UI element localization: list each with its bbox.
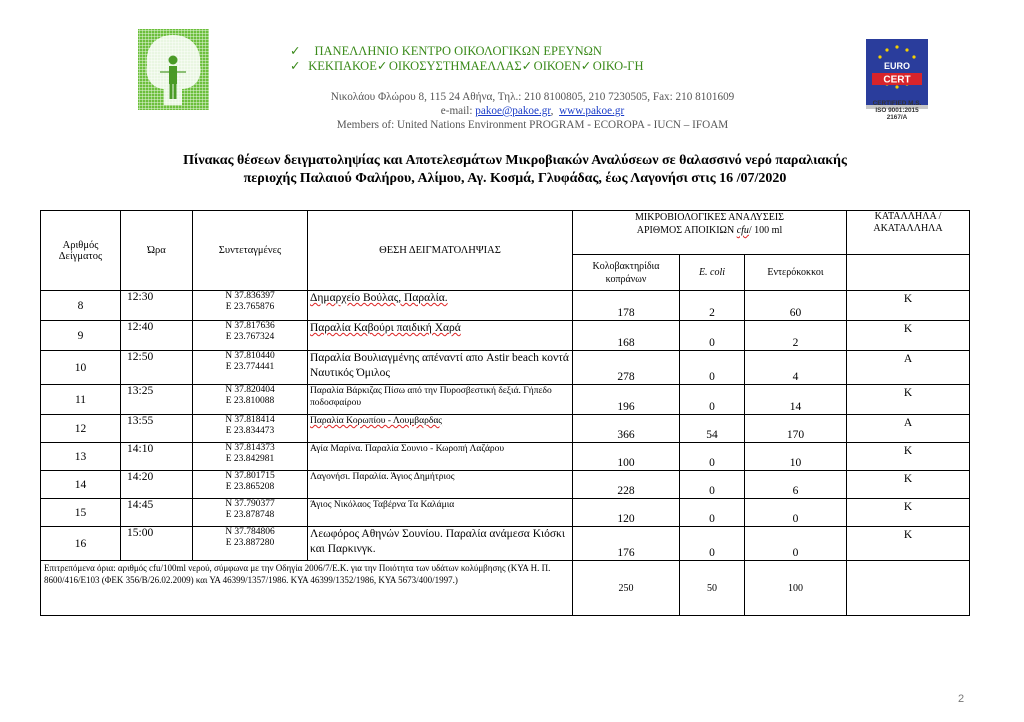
sample-number: 16 <box>41 527 121 561</box>
sample-number: 12 <box>41 415 121 443</box>
org-line-2 <box>290 59 750 74</box>
ecoli-value: 0 <box>680 443 745 471</box>
org-name: ΠΑΝΕΛΛΗΝΙΟ ΚΕΝΤΡΟ ΟΙΚΟΛΟΓΙΚΩΝ ΕΡΕΥΝΩΝ <box>314 44 602 58</box>
header-time: Ώρα <box>121 211 193 291</box>
header-suitability: ΚΑΤΑΛΛΗΛΑ / ΑΚΑΤΑΛΛΗΛΑ <box>847 211 970 255</box>
pakoe-logo <box>136 27 211 112</box>
organization-lines <box>290 44 750 74</box>
sample-location: Λαγονήσι. Παραλία. Άγιος Δημήτριος <box>308 471 573 499</box>
enterococci-value: 6 <box>745 471 847 499</box>
enterococci-value: 170 <box>745 415 847 443</box>
header-microbiological: ΜΙΚΡΟΒΙΟΛΟΓΙΚΕΣ ΑΝΑΛΥΣΕΙΣ ΑΡΙΘΜΟΣ ΑΠΟΙΚΙΩΝ cfu/ 100 ml <box>573 211 847 255</box>
sample-time: 13:25 <box>121 385 193 415</box>
coliforms-value: 196 <box>573 385 680 415</box>
svg-text:EURO: EURO <box>883 61 911 71</box>
sample-time: 14:10 <box>121 443 193 471</box>
limit-suitability-empty <box>847 561 970 616</box>
header-location: ΘΕΣΗ ΔΕΙΓΜΑΤΟΛΗΨΙΑΣ <box>308 211 573 291</box>
sample-coordinates: N 37.814373 E 23.842981 <box>193 443 308 471</box>
sample-time: 13:55 <box>121 415 193 443</box>
sample-coordinates: N 37.790377 E 23.878748 <box>193 499 308 527</box>
subheader-suitability-spacer <box>847 255 970 291</box>
enterococci-value: 14 <box>745 385 847 415</box>
sample-time: 12:50 <box>121 351 193 385</box>
header-coordinates: Συντεταγμένες <box>193 211 308 291</box>
page-title: Πίνακας θέσεων δειγματοληψίας και Αποτελεσμάτων Μικροβιακών Αναλύσεων σε θαλασσινό νερό παραλιακής περιοχής Παλαιού Φαλήρου, Αλίμου, Αγ. Κοσμά, Γλυφάδας, έως Λαγονήσι στις 16 /07/2020 <box>183 153 847 186</box>
enterococci-value: 4 <box>745 351 847 385</box>
results-table <box>40 210 970 616</box>
suitability-value: Α <box>847 415 970 443</box>
suitability-value: Α <box>847 351 970 385</box>
suitability-value: Κ <box>847 527 970 561</box>
sample-coordinates: N 37.810440 E 23.774441 <box>193 351 308 385</box>
enterococci-value: 60 <box>745 291 847 321</box>
sample-coordinates: N 37.801715 E 23.865208 <box>193 471 308 499</box>
org-line-1 <box>290 44 750 59</box>
suitability-value: Κ <box>847 385 970 415</box>
enterococci-value: 0 <box>745 527 847 561</box>
sample-location: Παραλία Κορωπίου - Λουμβαρδας <box>308 415 573 443</box>
enterococci-value: 10 <box>745 443 847 471</box>
ecoli-value: 0 <box>680 385 745 415</box>
ecoli-value: 54 <box>680 415 745 443</box>
sample-time: 12:40 <box>121 321 193 351</box>
table-row <box>41 415 970 443</box>
sample-location: Λεωφόρος Αθηνών Σουνίου. Παραλία ανάμεσα Κιόσκι και Παρκινγκ. <box>308 527 573 561</box>
sample-number: 11 <box>41 385 121 415</box>
enterococci-value: 2 <box>745 321 847 351</box>
check-icon: ✓ <box>521 59 533 73</box>
check-icon: ✓ <box>290 59 301 73</box>
coliforms-value: 178 <box>573 291 680 321</box>
sample-number: 14 <box>41 471 121 499</box>
suitability-value: Κ <box>847 499 970 527</box>
sample-time: 15:00 <box>121 527 193 561</box>
limits-text: Επιτρεπόμενα όρια: αριθμός cfu/100ml νερού, σύμφωνα με την Οδηγία 2006/7/Ε.Κ. για την Ποιότητα των υδάτων κολύμβησης (ΚΥΑ Η. Π. 8600/416/Ε103 (ΦΕΚ 356/Β/26.02.2009) και ΥΑ 46399/1357/1986. ΚΥΑ 46399/1352/1986, ΚΥΑ 5673/400/1997.) <box>41 561 573 616</box>
limit-enterococci: 100 <box>745 561 847 616</box>
check-icon: ✓ <box>290 44 301 58</box>
ecoli-value: 2 <box>680 291 745 321</box>
sample-coordinates: N 37.836397 E 23.765876 <box>193 291 308 321</box>
email-link[interactable]: pakoe@pakoe.gr <box>475 105 551 117</box>
email-line: e-mail: pakoe@pakoe.gr, www.pakoe.gr <box>440 105 625 117</box>
sample-location: Παραλία Βουλιαγμένης απέναντί απο Astir beach κοντά Ναυτικός Όμιλος <box>308 351 573 385</box>
table-row <box>41 527 970 561</box>
sample-time: 12:30 <box>121 291 193 321</box>
sample-time: 14:45 <box>121 499 193 527</box>
page-number: 2 <box>958 693 965 705</box>
website-link[interactable]: www.pakoe.gr <box>559 105 625 117</box>
ecoli-value: 0 <box>680 351 745 385</box>
sample-location: Παραλία Βάρκιζας Πίσω από την Πυροσβεστική δεξιά. Γήπεδο ποδοσφαίρου <box>308 385 573 415</box>
sample-location: Άγιος Νικόλαος Ταβέρνα Τα Καλάμια <box>308 499 573 527</box>
subheader-ecoli: E. coli <box>680 255 745 291</box>
subheader-enterococci: Εντερόκοκκοι <box>745 255 847 291</box>
check-icon: ✓ <box>376 59 388 73</box>
ecoli-value: 0 <box>680 471 745 499</box>
org-affiliate-3: ΟΙΚΟΕΝ <box>533 59 581 73</box>
table-row <box>41 291 970 321</box>
ecoli-value: 0 <box>680 499 745 527</box>
sample-number: 15 <box>41 499 121 527</box>
subheader-coliforms: Κολοβακτηρίδια κοπράνων <box>573 255 680 291</box>
sample-location: Παραλία Καβούρι παιδική Χαρά <box>308 321 573 351</box>
table-row <box>41 321 970 351</box>
sample-number: 13 <box>41 443 121 471</box>
org-affiliate-4: ΟΙΚΟ-ΓΗ <box>592 59 644 73</box>
sample-coordinates: N 37.784806 E 23.887280 <box>193 527 308 561</box>
sample-location: Αγία Μαρίνα. Παραλία Σουνιο - Κωροπή Λαζάρου <box>308 443 573 471</box>
sample-location: Δημαρχείο Βούλας, Παραλία. <box>308 291 573 321</box>
table-header-row <box>41 211 970 255</box>
suitability-value: Κ <box>847 471 970 499</box>
enterococci-value: 0 <box>745 499 847 527</box>
check-icon: ✓ <box>580 59 592 73</box>
table-row <box>41 385 970 415</box>
table-row <box>41 471 970 499</box>
contact-info <box>260 90 805 132</box>
table-row <box>41 499 970 527</box>
org-affiliate-1: ΚΕΚΠΑΚΟΕ <box>308 59 377 73</box>
members: Members of: United Nations Environment PROGRAM - ECOROPA - IUCN – IFOAM <box>336 119 729 131</box>
sample-coordinates: N 37.820404 E 23.810088 <box>193 385 308 415</box>
suitability-value: Κ <box>847 321 970 351</box>
coliforms-value: 120 <box>573 499 680 527</box>
table-row <box>41 443 970 471</box>
sample-number: 9 <box>41 321 121 351</box>
address: Νικολάου Φλώρου 8, 115 24 Αθήνα, Τηλ.: 210 8100805, 210 7230505, Fax: 210 8101609 <box>330 91 735 103</box>
limits-row <box>41 561 970 616</box>
ecoli-value: 0 <box>680 321 745 351</box>
limit-ecoli: 50 <box>680 561 745 616</box>
table-row <box>41 351 970 385</box>
sample-coordinates: N 37.818414 E 23.834473 <box>193 415 308 443</box>
sample-number: 8 <box>41 291 121 321</box>
coliforms-value: 168 <box>573 321 680 351</box>
coliforms-value: 228 <box>573 471 680 499</box>
ecoli-value: 0 <box>680 527 745 561</box>
limit-coliforms: 250 <box>573 561 680 616</box>
org-affiliate-2: ΟΙΚΟΣΥΣΤΗΜΑΕΛΛΑΣ <box>388 59 522 73</box>
sample-number: 10 <box>41 351 121 385</box>
header-sample-number: Αριθμός Δείγματος <box>41 211 121 291</box>
sample-time: 14:20 <box>121 471 193 499</box>
coliforms-value: 366 <box>573 415 680 443</box>
suitability-value: Κ <box>847 291 970 321</box>
suitability-value: Κ <box>847 443 970 471</box>
sample-coordinates: N 37.817636 E 23.767324 <box>193 321 308 351</box>
coliforms-value: 278 <box>573 351 680 385</box>
svg-text:CERT: CERT <box>883 74 911 86</box>
certification-text: CERTIFIED M.S. ISO 9001:2015 2167/A <box>872 100 922 121</box>
coliforms-value: 100 <box>573 443 680 471</box>
coliforms-value: 176 <box>573 527 680 561</box>
